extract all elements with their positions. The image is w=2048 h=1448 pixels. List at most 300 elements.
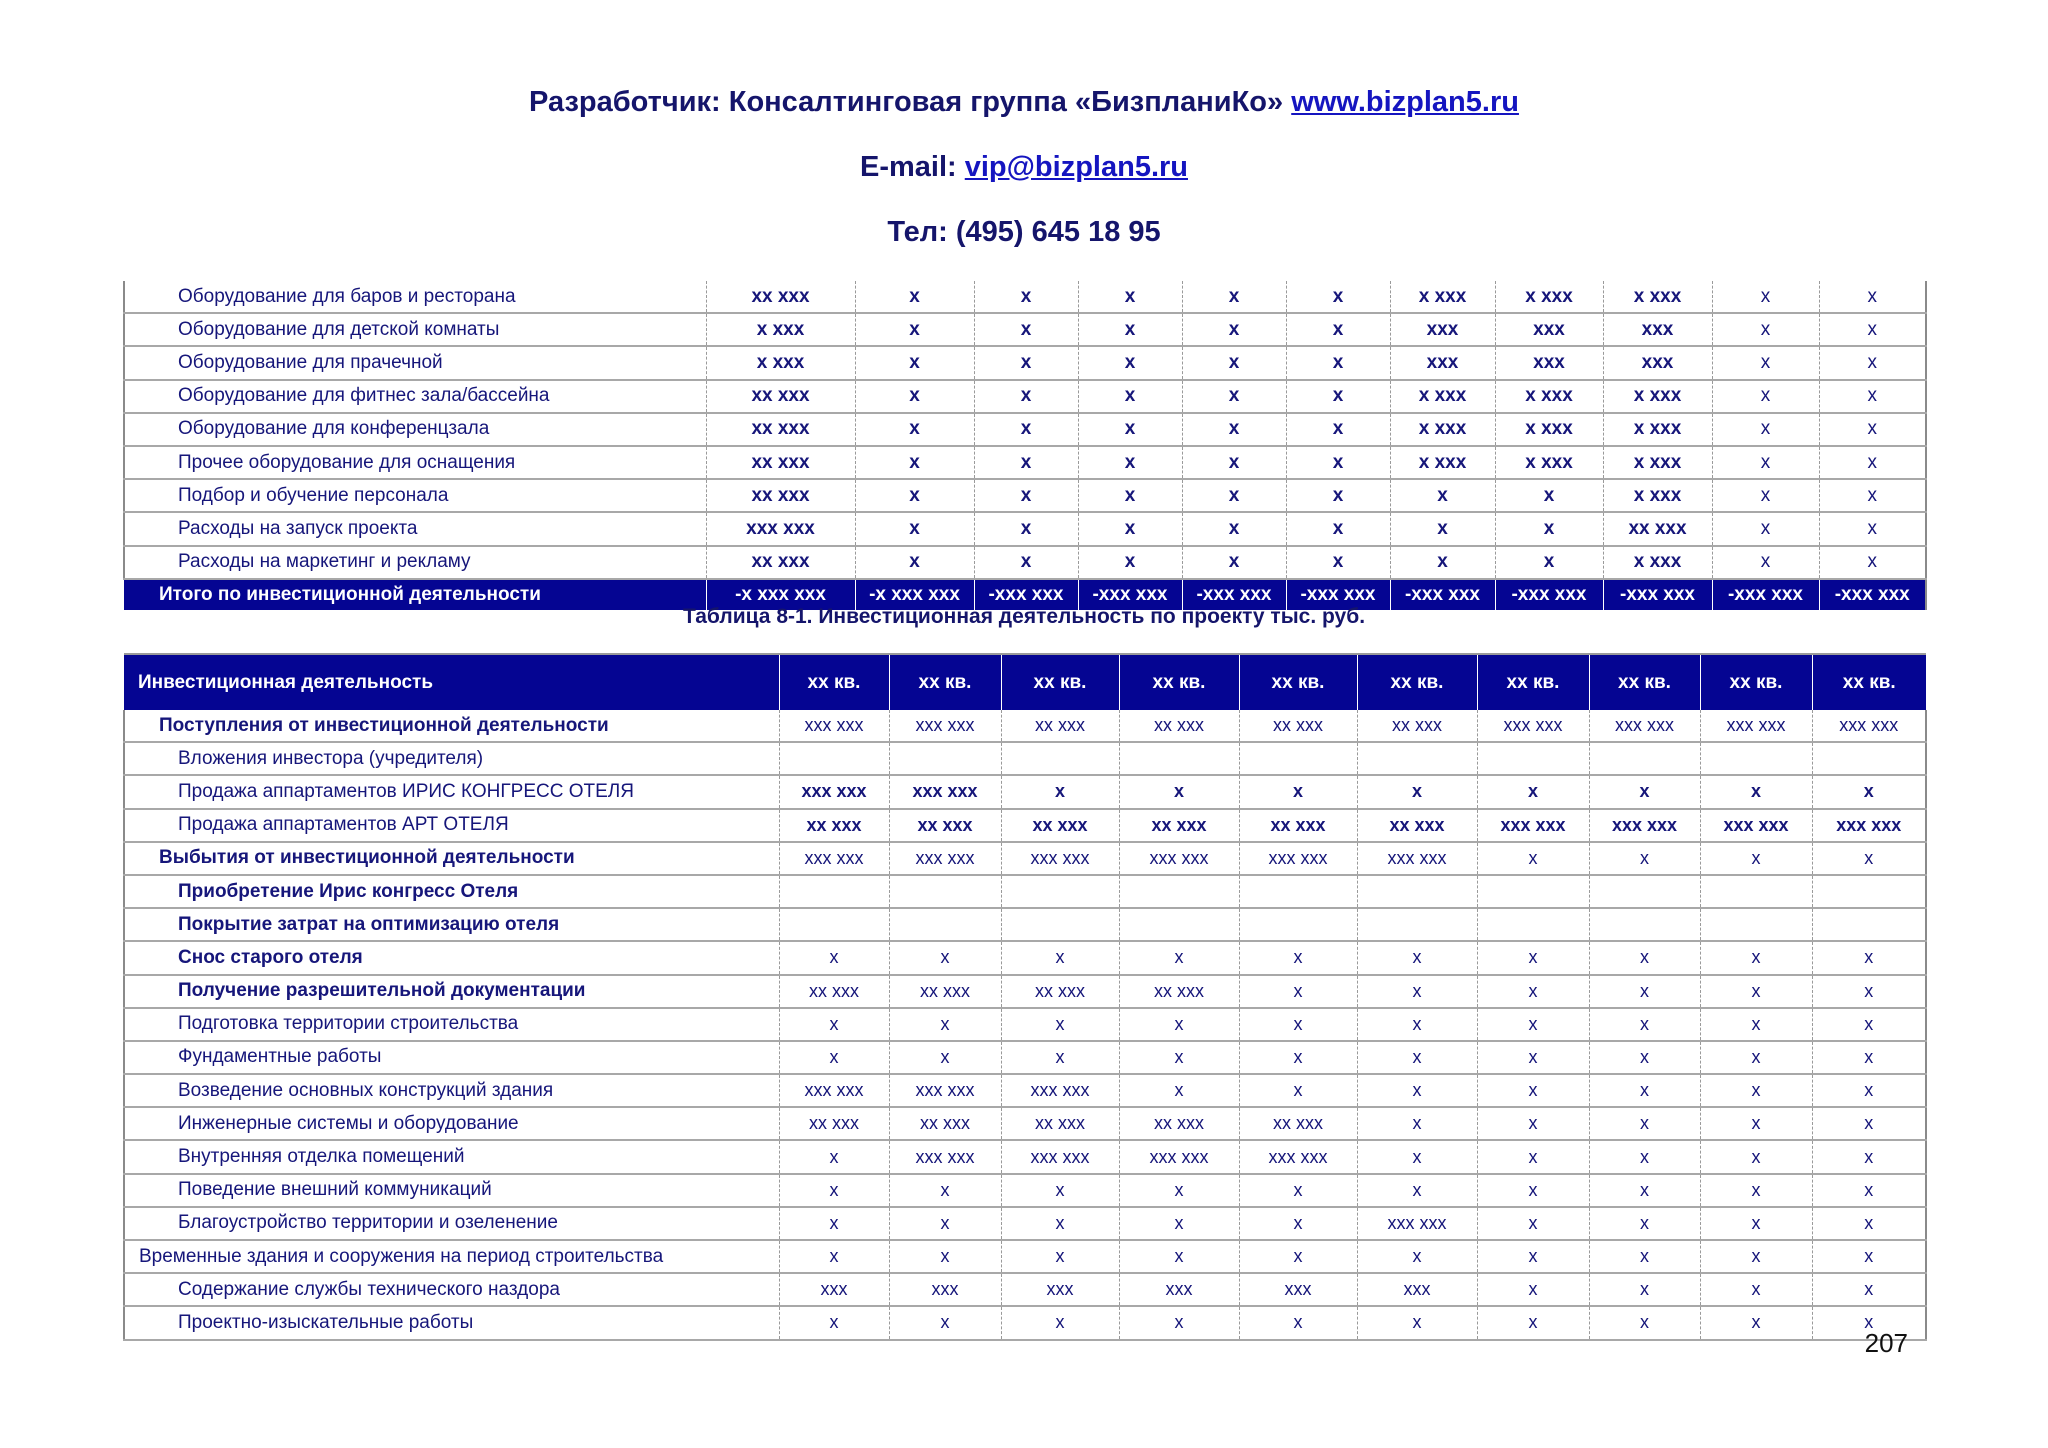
value-cell: x bbox=[1589, 1174, 1700, 1207]
email-label: E-mail: bbox=[860, 151, 957, 183]
value-cell: x bbox=[1357, 1041, 1477, 1074]
value-cell: x bbox=[1700, 1240, 1812, 1273]
value-cell bbox=[1700, 908, 1812, 941]
row-label: Оборудование для баров и ресторана bbox=[124, 281, 706, 313]
value-cell: xx xxx bbox=[706, 380, 855, 413]
value-cell: x bbox=[1589, 1041, 1700, 1074]
row-label: Вложения инвестора (учредителя) bbox=[124, 742, 779, 775]
value-cell: x bbox=[855, 281, 974, 313]
value-cell: x bbox=[1819, 546, 1926, 579]
value-cell: x bbox=[1286, 281, 1390, 313]
quarter-header: xx кв. bbox=[1357, 654, 1477, 710]
value-cell: x bbox=[1078, 512, 1182, 545]
value-cell bbox=[1001, 908, 1119, 941]
table-row bbox=[124, 1273, 1926, 1306]
value-cell: x bbox=[1239, 941, 1357, 974]
value-cell: x bbox=[974, 281, 1078, 313]
total-cell: -xxx xxx bbox=[1603, 579, 1712, 610]
value-cell: x bbox=[1589, 975, 1700, 1008]
table-row bbox=[124, 446, 1926, 479]
value-cell: x bbox=[1357, 1174, 1477, 1207]
value-cell: x bbox=[1700, 1174, 1812, 1207]
row-label: Оборудование для конференцзала bbox=[124, 413, 706, 446]
value-cell: x bbox=[1589, 1140, 1700, 1173]
value-cell: x bbox=[1700, 1074, 1812, 1107]
value-cell bbox=[1357, 742, 1477, 775]
value-cell: x bbox=[1812, 1174, 1926, 1207]
value-cell: x xxx bbox=[706, 346, 855, 379]
value-cell: xxx xxx bbox=[779, 775, 889, 808]
value-cell: x bbox=[974, 413, 1078, 446]
quarter-header: xx кв. bbox=[1239, 654, 1357, 710]
value-cell: xxx bbox=[1357, 1273, 1477, 1306]
value-cell: x bbox=[779, 1140, 889, 1173]
value-cell: x bbox=[1477, 1174, 1589, 1207]
row-label: Фундаментные работы bbox=[124, 1041, 779, 1074]
value-cell: x bbox=[1700, 775, 1812, 808]
value-cell: x bbox=[1119, 1174, 1239, 1207]
value-cell: xxx xxx bbox=[1119, 1140, 1239, 1173]
row-label: Инженерные системы и оборудование bbox=[124, 1107, 779, 1140]
table-row bbox=[124, 1041, 1926, 1074]
value-cell: x bbox=[1119, 1008, 1239, 1041]
value-cell: x bbox=[1819, 346, 1926, 379]
value-cell: xx xxx bbox=[1239, 1107, 1357, 1140]
value-cell: xxx xxx bbox=[1812, 809, 1926, 842]
value-cell: x bbox=[1182, 512, 1286, 545]
value-cell: xxx xxx bbox=[779, 842, 889, 875]
value-cell: x bbox=[1078, 479, 1182, 512]
table-row bbox=[124, 742, 1926, 775]
table-caption: Таблица 8-1. Инвестиционная деятельность по проекту тыс. руб. bbox=[682, 605, 1366, 628]
value-cell: x xxx bbox=[1495, 380, 1603, 413]
value-cell: xxx bbox=[1603, 313, 1712, 346]
value-cell: xxx bbox=[1239, 1273, 1357, 1306]
value-cell: x bbox=[1700, 941, 1812, 974]
table-row bbox=[124, 313, 1926, 346]
table-row bbox=[124, 1008, 1926, 1041]
value-cell bbox=[889, 742, 1001, 775]
value-cell: x bbox=[1700, 1273, 1812, 1306]
value-cell bbox=[1812, 908, 1926, 941]
value-cell: x xxx bbox=[1603, 413, 1712, 446]
value-cell: xxx xxx bbox=[779, 1074, 889, 1107]
value-cell: x bbox=[1477, 1240, 1589, 1273]
quarter-header: xx кв. bbox=[1812, 654, 1926, 710]
value-cell bbox=[1239, 908, 1357, 941]
value-cell: x bbox=[1812, 1207, 1926, 1240]
value-cell: xxx xxx bbox=[1119, 842, 1239, 875]
value-cell: xx xxx bbox=[1001, 975, 1119, 1008]
value-cell: xx xxx bbox=[779, 1107, 889, 1140]
value-cell: x bbox=[1477, 1107, 1589, 1140]
value-cell: x xxx bbox=[1603, 479, 1712, 512]
value-cell: x bbox=[1712, 479, 1819, 512]
value-cell: x bbox=[1001, 941, 1119, 974]
value-cell: x bbox=[1712, 380, 1819, 413]
row-label: Оборудование для фитнес зала/бассейна bbox=[124, 380, 706, 413]
table-row bbox=[124, 842, 1926, 875]
value-cell: x bbox=[889, 1240, 1001, 1273]
value-cell: x bbox=[1001, 1240, 1119, 1273]
row-label: Содержание службы технического наздора bbox=[124, 1273, 779, 1306]
value-cell: x bbox=[1700, 842, 1812, 875]
row-label: Оборудование для прачечной bbox=[124, 346, 706, 379]
row-label: Возведение основных конструкций здания bbox=[124, 1074, 779, 1107]
site-link[interactable]: www.bizplan5.ru bbox=[1291, 86, 1519, 118]
value-cell: x bbox=[1239, 1041, 1357, 1074]
value-cell: x bbox=[1712, 512, 1819, 545]
value-cell: x bbox=[889, 1174, 1001, 1207]
value-cell: x bbox=[1812, 1306, 1926, 1339]
value-cell: x bbox=[1119, 1306, 1239, 1339]
value-cell: xxx bbox=[889, 1273, 1001, 1306]
value-cell: x bbox=[779, 1008, 889, 1041]
value-cell: x bbox=[974, 446, 1078, 479]
value-cell: xxx bbox=[1495, 313, 1603, 346]
value-cell: x bbox=[1182, 413, 1286, 446]
row-label: Оборудование для детской комнаты bbox=[124, 313, 706, 346]
value-cell bbox=[1357, 875, 1477, 908]
value-cell: x bbox=[855, 413, 974, 446]
value-cell: x bbox=[1357, 775, 1477, 808]
investment-table-continued bbox=[123, 281, 1927, 610]
phone-line: Тел: (495) 645 18 95 bbox=[887, 216, 1161, 248]
table-row bbox=[124, 479, 1926, 512]
value-cell: x bbox=[1182, 346, 1286, 379]
value-cell: x bbox=[1001, 1174, 1119, 1207]
value-cell: x bbox=[1812, 1140, 1926, 1173]
table-header-row bbox=[124, 654, 1926, 710]
value-cell: x bbox=[1812, 775, 1926, 808]
value-cell: x bbox=[1182, 546, 1286, 579]
value-cell: x bbox=[1589, 1107, 1700, 1140]
value-cell bbox=[1001, 875, 1119, 908]
row-label: Временные здания и сооружения на период строительства bbox=[124, 1240, 779, 1273]
value-cell: x bbox=[1239, 975, 1357, 1008]
row-label: Получение разрешительной документации bbox=[124, 975, 779, 1008]
value-cell: x bbox=[1819, 479, 1926, 512]
row-label: Покрытие затрат на оптимизацию отеля bbox=[124, 908, 779, 941]
value-cell: x bbox=[1589, 1008, 1700, 1041]
value-cell: x bbox=[1357, 1240, 1477, 1273]
value-cell bbox=[889, 908, 1001, 941]
developer-text: Разработчик: Консалтинговая группа «БизпланиКо» bbox=[529, 86, 1284, 118]
total-cell: -xxx xxx bbox=[1078, 579, 1182, 610]
table-row bbox=[124, 1074, 1926, 1107]
row-label: Выбытия от инвестиционной деятельности bbox=[124, 842, 779, 875]
value-cell: x bbox=[855, 546, 974, 579]
value-cell: x bbox=[1477, 1306, 1589, 1339]
value-cell: x bbox=[1495, 512, 1603, 545]
value-cell: x bbox=[1477, 1207, 1589, 1240]
value-cell: x xxx bbox=[1390, 281, 1495, 313]
row-label: Поведение внешний коммуникаций bbox=[124, 1174, 779, 1207]
value-cell bbox=[1119, 742, 1239, 775]
value-cell: x bbox=[1078, 313, 1182, 346]
value-cell: x bbox=[1495, 479, 1603, 512]
value-cell bbox=[1119, 875, 1239, 908]
value-cell bbox=[1589, 875, 1700, 908]
value-cell bbox=[1477, 742, 1589, 775]
value-cell: xxx bbox=[1119, 1273, 1239, 1306]
quarter-header: xx кв. bbox=[1700, 654, 1812, 710]
value-cell: x bbox=[1239, 1306, 1357, 1339]
value-cell: xx xxx bbox=[1603, 512, 1712, 545]
total-cell: -xxx xxx bbox=[1390, 579, 1495, 610]
value-cell: x bbox=[1239, 775, 1357, 808]
value-cell: x bbox=[1357, 1306, 1477, 1339]
value-cell: xx xxx bbox=[1119, 809, 1239, 842]
value-cell: xx xxx bbox=[706, 546, 855, 579]
table-row bbox=[124, 380, 1926, 413]
value-cell bbox=[1357, 908, 1477, 941]
value-cell: x bbox=[1477, 1008, 1589, 1041]
value-cell: x bbox=[855, 479, 974, 512]
value-cell: x bbox=[1700, 1140, 1812, 1173]
value-cell: xxx xxx bbox=[1001, 1140, 1119, 1173]
value-cell: xxx xxx bbox=[1239, 842, 1357, 875]
value-cell: x bbox=[1286, 346, 1390, 379]
value-cell: x bbox=[889, 1306, 1001, 1339]
row-label: Проектно-изыскательные работы bbox=[124, 1306, 779, 1339]
total-cell: -xxx xxx bbox=[1286, 579, 1390, 610]
value-cell: x bbox=[1286, 479, 1390, 512]
value-cell: x bbox=[1477, 1273, 1589, 1306]
table-row bbox=[124, 809, 1926, 842]
value-cell: xxx xxx bbox=[889, 1074, 1001, 1107]
value-cell: xxx xxx bbox=[889, 710, 1001, 742]
value-cell: x bbox=[1119, 1074, 1239, 1107]
value-cell: xxx xxx bbox=[1001, 1074, 1119, 1107]
value-cell: xx xxx bbox=[779, 975, 889, 1008]
value-cell: x xxx bbox=[1390, 413, 1495, 446]
value-cell bbox=[1700, 742, 1812, 775]
value-cell: x xxx bbox=[1390, 446, 1495, 479]
value-cell: x bbox=[974, 346, 1078, 379]
row-label: Внутренняя отделка помещений bbox=[124, 1140, 779, 1173]
value-cell: xxx bbox=[1390, 313, 1495, 346]
value-cell: x bbox=[1477, 1041, 1589, 1074]
value-cell: x bbox=[1286, 446, 1390, 479]
value-cell: xxx xxx bbox=[779, 710, 889, 742]
value-cell: x bbox=[1812, 842, 1926, 875]
table-row bbox=[124, 975, 1926, 1008]
value-cell: x bbox=[1812, 1008, 1926, 1041]
value-cell: x bbox=[779, 941, 889, 974]
value-cell: x bbox=[1712, 413, 1819, 446]
value-cell: x bbox=[1700, 1107, 1812, 1140]
header-label: Инвестиционная деятельность bbox=[124, 654, 779, 710]
value-cell: x bbox=[1700, 1207, 1812, 1240]
value-cell: xxx bbox=[1390, 346, 1495, 379]
quarter-header: xx кв. bbox=[779, 654, 889, 710]
value-cell: x bbox=[1812, 975, 1926, 1008]
value-cell: xxx xxx bbox=[706, 512, 855, 545]
value-cell: x bbox=[1357, 941, 1477, 974]
value-cell: x bbox=[1495, 546, 1603, 579]
value-cell: x bbox=[1712, 446, 1819, 479]
value-cell: x bbox=[855, 512, 974, 545]
total-label: Итого по инвестиционной деятельности bbox=[124, 579, 706, 610]
value-cell: x bbox=[1119, 941, 1239, 974]
value-cell: xxx xxx bbox=[1357, 842, 1477, 875]
value-cell: x bbox=[1477, 941, 1589, 974]
table-row bbox=[124, 1240, 1926, 1273]
value-cell: x bbox=[1589, 1074, 1700, 1107]
investment-activity-table bbox=[123, 653, 1927, 1341]
value-cell: x bbox=[779, 1240, 889, 1273]
value-cell bbox=[779, 875, 889, 908]
value-cell: xx xxx bbox=[1001, 809, 1119, 842]
total-cell: -xxx xxx bbox=[1712, 579, 1819, 610]
value-cell: x bbox=[1239, 1074, 1357, 1107]
value-cell: x bbox=[974, 313, 1078, 346]
value-cell: x bbox=[1589, 941, 1700, 974]
value-cell: x bbox=[779, 1174, 889, 1207]
value-cell: xxx xxx bbox=[1239, 1140, 1357, 1173]
table-row bbox=[124, 1207, 1926, 1240]
value-cell: x xxx bbox=[1603, 546, 1712, 579]
value-cell: xx xxx bbox=[706, 413, 855, 446]
value-cell: x bbox=[1078, 380, 1182, 413]
value-cell: x bbox=[1712, 546, 1819, 579]
value-cell: x bbox=[1712, 313, 1819, 346]
value-cell: x bbox=[1182, 380, 1286, 413]
value-cell: xx xxx bbox=[1239, 809, 1357, 842]
value-cell: x bbox=[1477, 975, 1589, 1008]
value-cell: x bbox=[1589, 1306, 1700, 1339]
row-label: Продажа аппартаментов АРТ ОТЕЛЯ bbox=[124, 809, 779, 842]
value-cell: xx xxx bbox=[706, 479, 855, 512]
value-cell: x bbox=[889, 1008, 1001, 1041]
total-cell: -x xxx xxx bbox=[855, 579, 974, 610]
row-label: Благоустройство территории и озеленение bbox=[124, 1207, 779, 1240]
value-cell: x bbox=[1001, 1008, 1119, 1041]
table-row bbox=[124, 1140, 1926, 1173]
value-cell: x bbox=[1286, 380, 1390, 413]
value-cell: x xxx bbox=[1495, 281, 1603, 313]
row-label: Прочее оборудование для оснащения bbox=[124, 446, 706, 479]
value-cell: xxx bbox=[1001, 1273, 1119, 1306]
value-cell: x bbox=[1239, 1240, 1357, 1273]
value-cell: x bbox=[1357, 1074, 1477, 1107]
value-cell: x bbox=[779, 1041, 889, 1074]
value-cell: x bbox=[1589, 775, 1700, 808]
value-cell bbox=[1239, 875, 1357, 908]
table-row bbox=[124, 710, 1926, 742]
row-label: Расходы на маркетинг и рекламу bbox=[124, 546, 706, 579]
quarter-header: xx кв. bbox=[1001, 654, 1119, 710]
value-cell: x bbox=[1357, 1008, 1477, 1041]
value-cell: x xxx bbox=[1495, 413, 1603, 446]
value-cell: x bbox=[1812, 1107, 1926, 1140]
value-cell: x bbox=[1700, 975, 1812, 1008]
value-cell: xxx xxx bbox=[1477, 710, 1589, 742]
value-cell: xxx bbox=[779, 1273, 889, 1306]
value-cell: x bbox=[1812, 1240, 1926, 1273]
value-cell: x bbox=[1001, 1207, 1119, 1240]
value-cell: x bbox=[1001, 1306, 1119, 1339]
value-cell: x bbox=[1700, 1306, 1812, 1339]
value-cell bbox=[1812, 742, 1926, 775]
table-row bbox=[124, 1174, 1926, 1207]
value-cell: x bbox=[974, 479, 1078, 512]
table-row bbox=[124, 346, 1926, 379]
row-label: Поступления от инвестиционной деятельности bbox=[124, 710, 779, 742]
value-cell: x bbox=[1078, 413, 1182, 446]
quarter-header: xx кв. bbox=[889, 654, 1001, 710]
value-cell: x bbox=[1700, 1008, 1812, 1041]
value-cell: x bbox=[855, 346, 974, 379]
row-label: Продажа аппартаментов ИРИС КОНГРЕСС ОТЕЛЯ bbox=[124, 775, 779, 808]
value-cell bbox=[1477, 908, 1589, 941]
value-cell: x bbox=[1182, 446, 1286, 479]
value-cell: xxx xxx bbox=[1700, 710, 1812, 742]
value-cell: xx xxx bbox=[889, 975, 1001, 1008]
total-cell: -x xxx xxx bbox=[706, 579, 855, 610]
value-cell: x bbox=[1477, 842, 1589, 875]
value-cell: x bbox=[974, 546, 1078, 579]
value-cell bbox=[1812, 875, 1926, 908]
row-label: Расходы на запуск проекта bbox=[124, 512, 706, 545]
quarter-header: xx кв. bbox=[1589, 654, 1700, 710]
value-cell: x bbox=[1477, 775, 1589, 808]
value-cell: x bbox=[1589, 842, 1700, 875]
total-cell: -xxx xxx bbox=[1495, 579, 1603, 610]
value-cell: x bbox=[1119, 1041, 1239, 1074]
table-row bbox=[124, 908, 1926, 941]
value-cell: xxx bbox=[1495, 346, 1603, 379]
value-cell: x bbox=[1819, 313, 1926, 346]
value-cell: xx xxx bbox=[1119, 975, 1239, 1008]
value-cell: x bbox=[889, 1207, 1001, 1240]
value-cell: x bbox=[779, 1207, 889, 1240]
table-row bbox=[124, 875, 1926, 908]
value-cell: x bbox=[1712, 281, 1819, 313]
value-cell: xxx xxx bbox=[1589, 809, 1700, 842]
value-cell: x bbox=[1357, 975, 1477, 1008]
value-cell: xx xxx bbox=[1357, 710, 1477, 742]
value-cell bbox=[1477, 875, 1589, 908]
page-number: 207 bbox=[1864, 1328, 1908, 1358]
table-row bbox=[124, 941, 1926, 974]
value-cell: x bbox=[1819, 281, 1926, 313]
email-link[interactable]: vip@bizplan5.ru bbox=[964, 151, 1188, 183]
value-cell: x xxx bbox=[706, 313, 855, 346]
table-row bbox=[124, 281, 1926, 313]
value-cell: x bbox=[1819, 446, 1926, 479]
total-cell: -xxx xxx bbox=[1819, 579, 1926, 610]
value-cell: x bbox=[1589, 1273, 1700, 1306]
value-cell: x bbox=[1286, 512, 1390, 545]
value-cell: x bbox=[1700, 1041, 1812, 1074]
value-cell bbox=[779, 908, 889, 941]
table-row bbox=[124, 512, 1926, 545]
value-cell: x bbox=[1812, 1273, 1926, 1306]
table-row bbox=[124, 546, 1926, 579]
value-cell: x bbox=[1819, 413, 1926, 446]
value-cell: xxx xxx bbox=[889, 775, 1001, 808]
value-cell: x bbox=[1182, 479, 1286, 512]
value-cell: x xxx bbox=[1495, 446, 1603, 479]
value-cell: x bbox=[1001, 775, 1119, 808]
value-cell: x bbox=[1078, 346, 1182, 379]
value-cell: x bbox=[779, 1306, 889, 1339]
value-cell: x xxx bbox=[1603, 446, 1712, 479]
value-cell: x bbox=[1357, 1140, 1477, 1173]
value-cell bbox=[1001, 742, 1119, 775]
